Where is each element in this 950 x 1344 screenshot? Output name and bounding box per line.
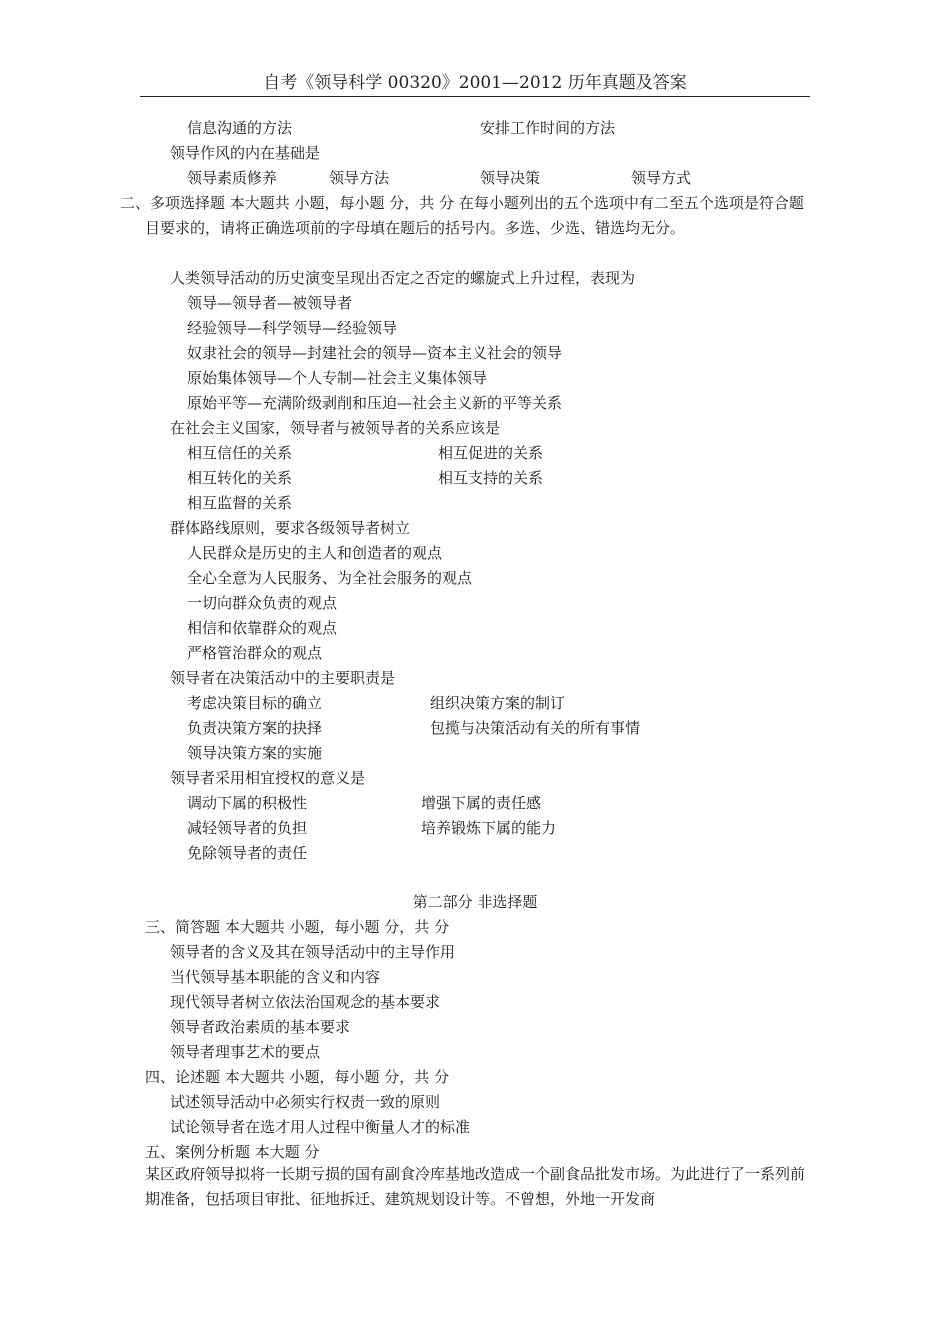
option-text: 相信和依靠群众的观点	[187, 619, 338, 637]
page-header	[140, 66, 810, 97]
option-text: 一切向群众负责的观点	[187, 594, 338, 612]
option-text: 领导—领导者—被领导者	[187, 294, 353, 312]
option-text: 负责决策方案的抉择	[187, 719, 323, 737]
question-text: 试述领导活动中必须实行权责一致的原则	[170, 1093, 441, 1111]
option-text: 相互支持的关系	[438, 469, 544, 487]
option-text: 原始平等—充满阶级剥削和压迫—社会主义新的平等关系	[187, 394, 563, 412]
option-text: 全心全意为人民服务、为全社会服务的观点	[187, 569, 473, 587]
option-text: 领导决策方案的实施	[187, 744, 323, 762]
option-text: 相互信任的关系	[187, 444, 293, 462]
option-text: 安排工作时间的方法	[480, 119, 616, 137]
question-text: 领导者的含义及其在领导活动中的主导作用	[170, 943, 456, 961]
option-text: 严格管治群众的观点	[187, 644, 323, 662]
question-text: 现代领导者树立依法治国观念的基本要求	[170, 993, 441, 1011]
option-text: 人民群众是历史的主人和创造者的观点	[187, 544, 443, 562]
question-text: 当代领导基本职能的含义和内容	[170, 968, 381, 986]
section-heading: 五、案例分析题 本大题 分	[145, 1143, 320, 1161]
option-text: 减轻领导者的负担	[187, 819, 308, 837]
question-text: 领导者理事艺术的要点	[170, 1043, 321, 1061]
option-text: 相互监督的关系	[187, 494, 293, 512]
document-title: 自考《领导科学 00320》2001—2012 历年真题及答案	[263, 73, 687, 93]
option-text: 领导方式	[631, 169, 692, 187]
option-text: 领导决策	[480, 169, 541, 187]
section-heading: 四、论述题 本大题共 小题，每小题 分，共 分	[145, 1068, 450, 1086]
section-heading: 三、简答题 本大题共 小题，每小题 分，共 分	[145, 918, 450, 936]
section-heading	[120, 191, 810, 241]
option-text: 奴隶社会的领导—封建社会的领导—资本主义社会的领导	[187, 344, 563, 362]
question-text: 人类领导活动的历史演变呈现出否定之否定的螺旋式上升过程，表现为	[170, 269, 636, 287]
question-text: 领导者在决策活动中的主要职责是	[170, 669, 396, 687]
question-text: 群体路线原则，要求各级领导者树立	[170, 519, 411, 537]
option-text: 相互转化的关系	[187, 469, 293, 487]
option-text: 包揽与决策活动有关的所有事情	[430, 719, 641, 737]
option-text: 组织决策方案的制订	[430, 694, 566, 712]
option-text: 领导方法	[329, 169, 390, 187]
question-text: 试论领导者在选才用人过程中衡量人才的标准	[170, 1118, 471, 1136]
question-text: 在社会主义国家，领导者与被领导者的关系应该是	[170, 419, 501, 437]
option-text: 培养锻炼下属的能力	[421, 819, 557, 837]
section-heading-text: 二、多项选择题 本大题共 小题，每小题 分，共 分 在每小题列出的五个选项中有二至五个选项是符合题目要求的，请将正确选项前的字母填在题后的括号内。多选、少选、错选均无分。	[120, 194, 804, 237]
part-title: 第二部分 非选择题	[412, 893, 538, 911]
option-text: 增强下属的责任感	[421, 794, 542, 812]
question-text: 领导作风的内在基础是	[170, 144, 321, 162]
option-text: 信息沟通的方法	[187, 119, 293, 137]
option-text: 调动下属的积极性	[187, 794, 308, 812]
option-text: 免除领导者的责任	[187, 844, 308, 862]
option-text: 相互促进的关系	[438, 444, 544, 462]
option-text: 考虑决策目标的确立	[187, 694, 323, 712]
option-text: 领导素质修养	[187, 169, 278, 187]
case-text: 某区政府领导拟将一长期亏损的国有副食冷库基地改造成一个副食品批发市场。为此进行了一系列前期准备，包括项目审批、征地拆迁、建筑规划设计等。不曾想，外地一开发商	[145, 1165, 806, 1208]
option-text: 经验领导—科学领导—经验领导	[187, 319, 398, 337]
question-text: 领导者采用相宜授权的意义是	[170, 769, 366, 787]
option-text: 原始集体领导—个人专制—社会主义集体领导	[187, 369, 488, 387]
question-text: 领导者政治素质的基本要求	[170, 1018, 351, 1036]
